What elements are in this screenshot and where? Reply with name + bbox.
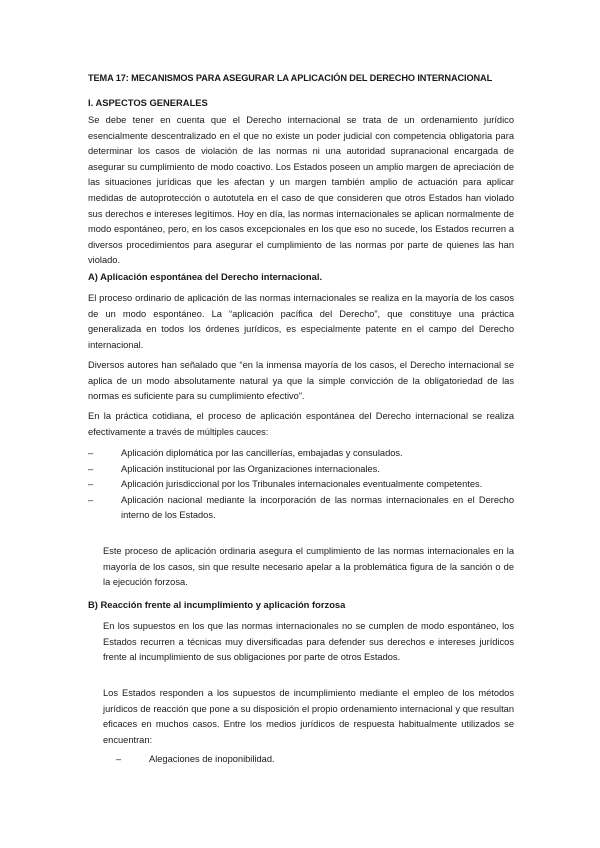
dash-bullet: – [88,448,94,458]
list-item-text: Aplicación nacional mediante la incorporación de las normas internacionales en el Derecho interno de los Estados. [121,494,514,521]
dash-bullet: – [88,463,94,474]
paragraph-4: En la práctica cotidiana, el proceso de aplicación espontánea del Derecho internacional se realiza efectivamente a través de múltiples cauces: [88,411,514,437]
list-item [88,462,514,478]
paragraph-6: En los supuestos en los que las normas internacionales no se cumplen de modo espontáneo, los Estados recurren a técnicas muy diversificadas para defender sus derechos e intereses jurídicos frente al incumplimiento de sus obligaciones por parte de otros Estados. [103,621,514,663]
section-heading-a: A) Aplicación espontánea del Derecho internacional. [88,271,323,282]
paragraph-7: Los Estados responden a los supuestos de incumplimiento mediante el empleo de los métodos jurídicos de reacción que pone a su disposición el propio ordenamiento internacional y que resultan eficaces en muchos casos. Entre los medios jurídicos de respuesta habitualmente utilizados se encuentran: [103,688,514,745]
list-item-text: Aplicación jurisdiccional por los Tribunales internacionales eventualmente competentes. [121,479,483,490]
paragraph-2: El proceso ordinario de aplicación de las normas internacionales se realiza en la mayoría de los casos de un modo espontáneo. La “aplicación pacífica del Derecho”, que constituye una práctica generalizada en todos los órdenes jurídicos, es especialmente patente en el campo del Derecho internacional. [88,293,514,350]
list-item-text: Aplicación diplomática por las cancillerías, embajadas y consulados. [121,448,403,458]
list-item-text: Alegaciones de inoponibilidad. [149,754,275,764]
paragraph-1: Se debe tener en cuenta que el Derecho internacional se trata de un ordenamiento jurídico esencialmente descentralizado en el que no existe un poder judicial con competencia obligatoria para determinar los casos de violación de las normas ni una autoridad supranacional encargada de asegurar su cumplimiento de modo coactivo. Los Estados poseen un amplio margen de apreciación de las situaciones jurídicas que les afectan y un margen también amplio de actuación para aplicar medidas de autoprotección o autotutela en el caso de que consideren que otros Estados han violado sus derechos e intereses legítimos. Hoy en día, las normas internacionales se aplican normalmente de modo espontáneo, pero, en los casos excepcionales en los que eso no sucede, los Estados recurren a diversos procedimientos para asegurar el cumplimiento de las normas por parte de quienes las han violado. [88,115,514,266]
section-heading-1: I. ASPECTOS GENERALES [88,97,208,108]
list-reaccion [116,752,514,768]
document-title: TEMA 17: MECANISMOS PARA ASEGURAR LA APLICACIÓN DEL DERECHO INTERNACIONAL [88,73,493,83]
dash-bullet: – [116,754,122,764]
dash-bullet: – [88,479,94,490]
list-aplicacion [88,446,514,524]
paragraph-3: Diversos autores han señalado que “en la inmensa mayoría de los casos, el Derecho internacional se aplica de un modo absolutamente natural ya que la simple convicción de la obligatoriedad de las normas es suficiente para su cumplimiento efectivo”. [88,360,514,402]
dash-bullet: – [88,494,94,505]
list-item [88,493,514,524]
list-item [88,477,514,493]
paragraph-5: Este proceso de aplicación ordinaria asegura el cumplimiento de las normas internacionales en la mayoría de los casos, sin que resulte necesario apelar a la problemática figura de la sanción o de la ejecución forzosa. [103,546,514,588]
section-heading-b: B) Reacción frente al incumplimiento y aplicación forzosa [88,599,346,610]
list-item [116,752,514,768]
list-item [88,446,514,462]
list-item-text: Aplicación institucional por las Organizaciones internacionales. [121,463,380,474]
